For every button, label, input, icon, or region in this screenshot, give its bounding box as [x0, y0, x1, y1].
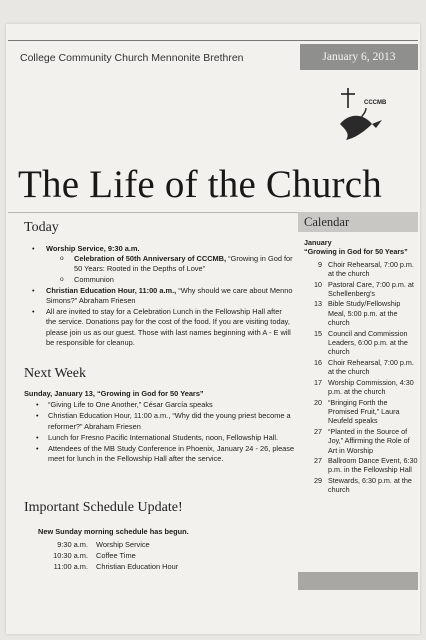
calendar-event — [304, 476, 418, 495]
event-day: 9 — [318, 259, 322, 269]
calendar-event — [304, 427, 418, 455]
event-text: Worship Commission, 4:30 p.m. at the church — [328, 377, 414, 397]
event-text: Pastoral Care, 7:00 p.m. at Schellenberg’s — [328, 279, 414, 299]
item-text: All are invited to stay for a Celebration Lunch in the Fellowship Hall after the service. Donations pay for the cost of the food. If you are visiting today, please join us as our guest. Those with last names beginning with A - E will be responsible for cleanup. — [46, 307, 291, 347]
list-item: • “Giving Life to One Another,” César García speaks — [24, 400, 296, 410]
event-text: Stewards, 6:30 p.m. at the church — [328, 475, 412, 495]
item-text: “Why should we care about Menno Simons?” Abraham Friesen — [46, 285, 293, 306]
page-title: The Life of the Church — [18, 163, 382, 206]
schedule-intro: New Sunday morning schedule has begun. — [38, 527, 189, 536]
schedule-update-section — [38, 526, 238, 572]
calendar-event — [304, 280, 418, 299]
church-logo — [336, 84, 392, 146]
list-item — [30, 244, 294, 285]
list-item — [30, 307, 294, 348]
schedule-event: Worship Service — [96, 540, 150, 549]
calendar-event — [304, 358, 418, 377]
event-day: 20 — [314, 397, 322, 407]
logo-text: CCCMB — [364, 100, 387, 106]
calendar-event — [304, 299, 418, 327]
next-week-heading: Next Week — [24, 366, 86, 381]
schedule-time: 10:30 a.m. — [53, 551, 88, 560]
schedule-event: Christian Education Hour — [96, 562, 179, 571]
schedule-row — [38, 550, 238, 561]
next-week-intro: Sunday, January 13, “Growing in God for 50 Years” — [24, 389, 204, 398]
today-heading: Today — [24, 220, 59, 235]
calendar-event — [304, 378, 418, 397]
schedule-update-heading: Important Schedule Update! — [24, 500, 183, 515]
event-day: 29 — [314, 475, 322, 485]
event-day: 16 — [314, 357, 322, 367]
calendar-event — [304, 329, 418, 357]
event-text: Choir Rehearsal, 7:00 p.m. at the church — [328, 357, 414, 377]
sub-list-item — [46, 275, 294, 285]
item-bold: Celebration of 50th Anniversary of CCCMB, — [74, 254, 227, 264]
calendar-event — [304, 398, 418, 426]
calendar-event — [304, 260, 418, 279]
list-item: • Lunch for Fresno Pacific International Students, noon, Fellowship Hall. — [24, 433, 296, 443]
event-text: Ballroom Dance Event, 6:30 p.m. in the Fellowship Hall — [328, 455, 418, 475]
calendar-event — [304, 456, 418, 475]
event-day: 27 — [314, 455, 322, 465]
schedule-time: 11:00 a.m. — [53, 562, 88, 571]
list-item: • Christian Education Hour, 11:00 a.m., “Why did the young priest become a reformer?” Abraham Friesen — [24, 411, 296, 431]
calendar-heading: Calendar — [298, 212, 418, 232]
event-day: 15 — [314, 328, 322, 338]
calendar-theme: “Growing in God for 50 Years” — [304, 247, 408, 257]
event-day: 17 — [314, 377, 322, 387]
list-item: • Attendees of the MB Study Conference in Phoenix, January 24 - 26, please meet for lunch in the Fellowship Hall after the service. — [24, 444, 296, 464]
date-badge: January 6, 2013 — [300, 44, 418, 70]
event-text: Choir Rehearsal, 7:00 p.m. at the church — [328, 259, 414, 279]
schedule-row — [38, 539, 238, 550]
event-day: 10 — [314, 279, 322, 289]
event-day: 13 — [314, 299, 322, 309]
list-item — [30, 286, 294, 306]
today-section — [30, 244, 294, 349]
schedule-event: Coffee Time — [96, 551, 136, 560]
calendar-month: January — [304, 238, 332, 247]
sub-list-item — [46, 254, 294, 274]
event-text: Bible Study/Fellowship Meal, 5:00 p.m. at the church — [328, 299, 401, 328]
event-text: Council and Commission Leaders, 6:00 p.m. at the church — [328, 328, 408, 357]
calendar-section — [304, 238, 418, 496]
schedule-time: 9:30 a.m. — [57, 540, 88, 549]
item-text: Communion — [74, 274, 114, 284]
calendar-footer-bar — [298, 572, 418, 590]
item-bold: Worship Service, 9:30 a.m. — [46, 244, 140, 253]
event-day: 27 — [314, 426, 322, 436]
event-text: “Planted in the Source of Joy,” Affirming the Role of Art in Worship — [328, 426, 410, 455]
schedule-row — [38, 561, 238, 572]
next-week-section — [24, 389, 296, 465]
church-name: College Community Church Mennonite Brethren — [20, 52, 244, 64]
item-bold: Christian Education Hour, 11:00 a.m., — [46, 285, 177, 295]
event-text: “Bringing Forth the Promised Fruit,” Laura Neufeld speaks — [328, 397, 400, 426]
item-text: “Growing in God for 50 Years: Rooted in the Depths of Love” — [74, 254, 293, 274]
